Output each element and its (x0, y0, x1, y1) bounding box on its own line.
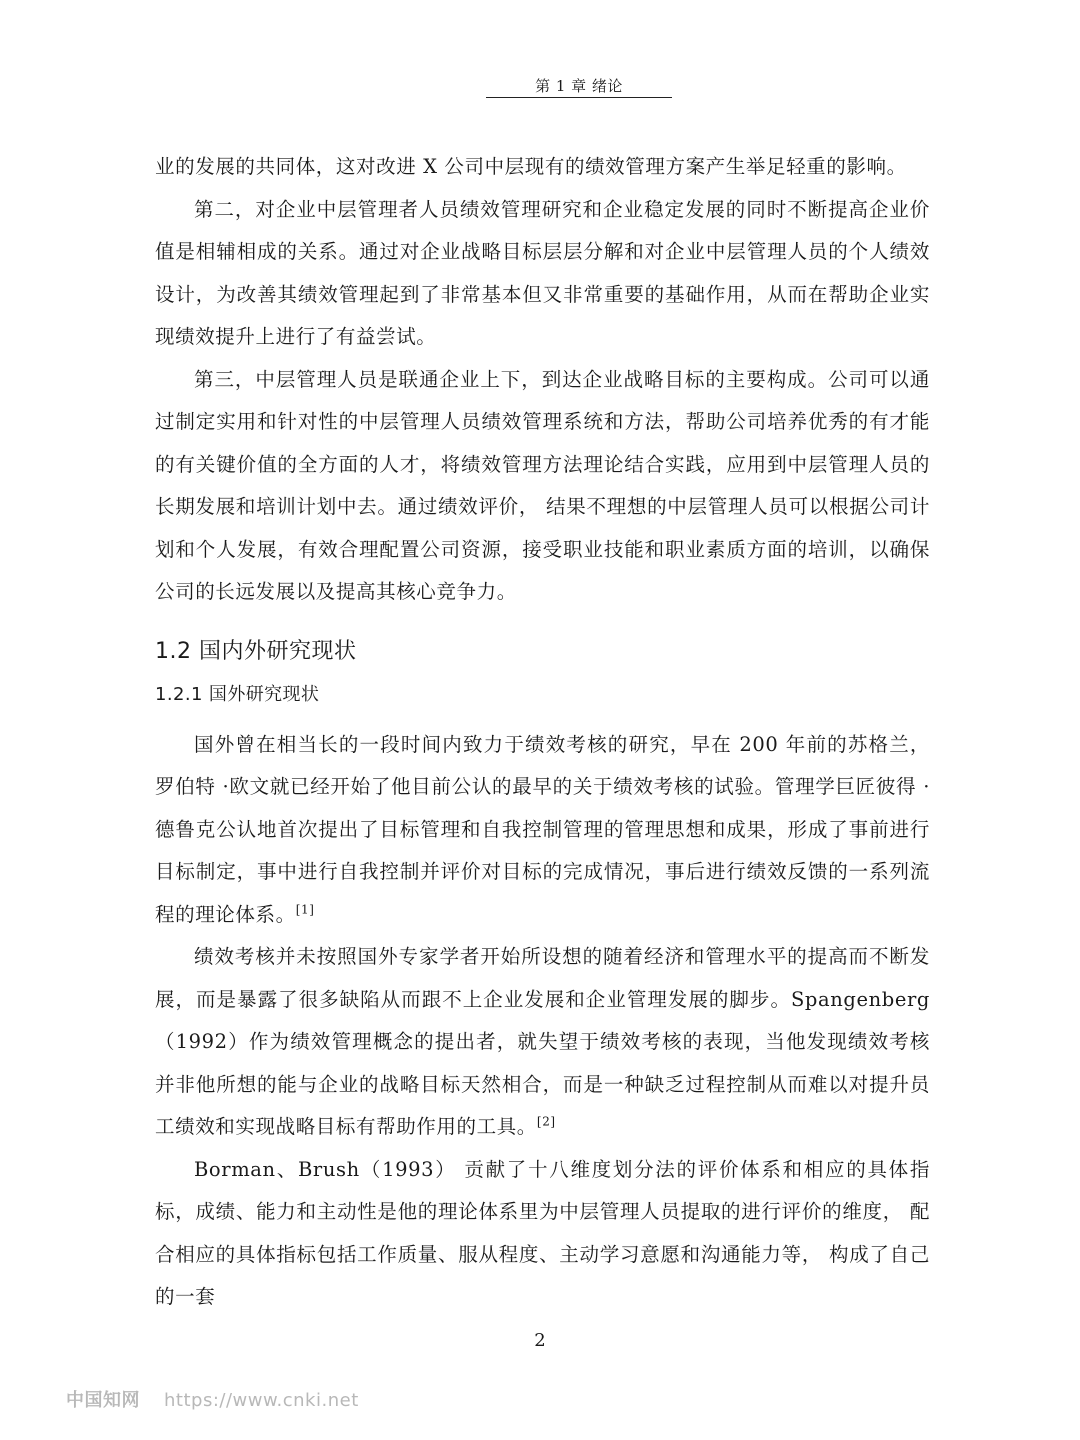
cnki-url: https://www.cnki.net (164, 1390, 359, 1411)
page-number: 2 (534, 1330, 546, 1351)
citation-1: [1] (295, 902, 315, 916)
paragraph-4-text: 国外曾在相当长的一段时间内致力于绩效考核的研究，早在 200 年前的苏格兰，罗伯特 ·欧文就已经开始了他目前公认的最早的关于绩效考核的试验。管理学巨匠彼得 ·德鲁克公认地首次提出了目标管理和自我控制管理的管理思想和成果，形成了事前进行目标制定，事中进行自我控制并评价对目标的完成情况，事后进行绩效反馈的一系列流程的理论体系。 (155, 732, 930, 926)
paragraph-4 (155, 724, 930, 937)
paragraph-5 (155, 936, 930, 1149)
citation-2: [2] (536, 1114, 556, 1129)
section-heading-1-2-1: 1.2.1 国外研究现状 (155, 683, 320, 705)
cnki-logo: 中国知网 (66, 1390, 140, 1411)
paragraph-5-text: 绩效考核并未按照国外专家学者开始所设想的随着经济和管理水平的提高而不断发展，而是暴露了很多缺陷从而跟不上企业发展和企业管理发展的脚步。Spangenberg（1992）作为绩效管理概念的提出者，就失望于绩效考核的表现，当他发现绩效考核并非他所想的能与企业的战略目标天然相合，而是一种缺乏过程控制从而难以对提升员工绩效和实现战略目标有帮助作用的工具。 (155, 945, 930, 1138)
cnki-watermark (66, 1386, 359, 1412)
paragraph-6: Borman、Brush（1993） 贡献了十八维度划分法的评价体系和相应的具体指标，成绩、能力和主动性是他的理论体系里为中层管理人员提取的进行评价的维度， 配合相应的具体指标包括工作质量、服从程度、主动学习意愿和沟通能力等， 构成了自己的一套 (155, 1157, 930, 1308)
body-text (155, 146, 930, 1319)
running-header: 第 1 章 绪论 (486, 76, 672, 98)
paragraph-3: 第三，中层管理人员是联通企业上下，到达企业战略目标的主要构成。公司可以通过制定实用和针对性的中层管理人员绩效管理系统和方法，帮助公司培养优秀的有才能的有关键价值的全方面的人才，将绩效管理方法理论结合实践，应用到中层管理人员的长期发展和培训计划中去。通过绩效评价， 结果不理想的中层管理人员可以根据公司计划和个人发展，有效合理配置公司资源，接受职业技能和职业素质方面的培训，以确保公司的长远发展以及提高其核心竞争力。 (155, 367, 930, 603)
paragraph-1: 业的发展的共同体，这对改进 X 公司中层现有的绩效管理方案产生举足轻重的影响。 (155, 155, 907, 178)
section-heading-1-2: 1.2 国内外研究现状 (155, 638, 357, 664)
paragraph-2: 第二，对企业中层管理者人员绩效管理研究和企业稳定发展的同时不断提高企业价值是相辅相成的关系。通过对企业战略目标层层分解和对企业中层管理人员的个人绩效设计，为改善其绩效管理起到了非常基本但又非常重要的基础作用，从而在帮助企业实现绩效提升上进行了有益尝试。 (155, 197, 930, 348)
